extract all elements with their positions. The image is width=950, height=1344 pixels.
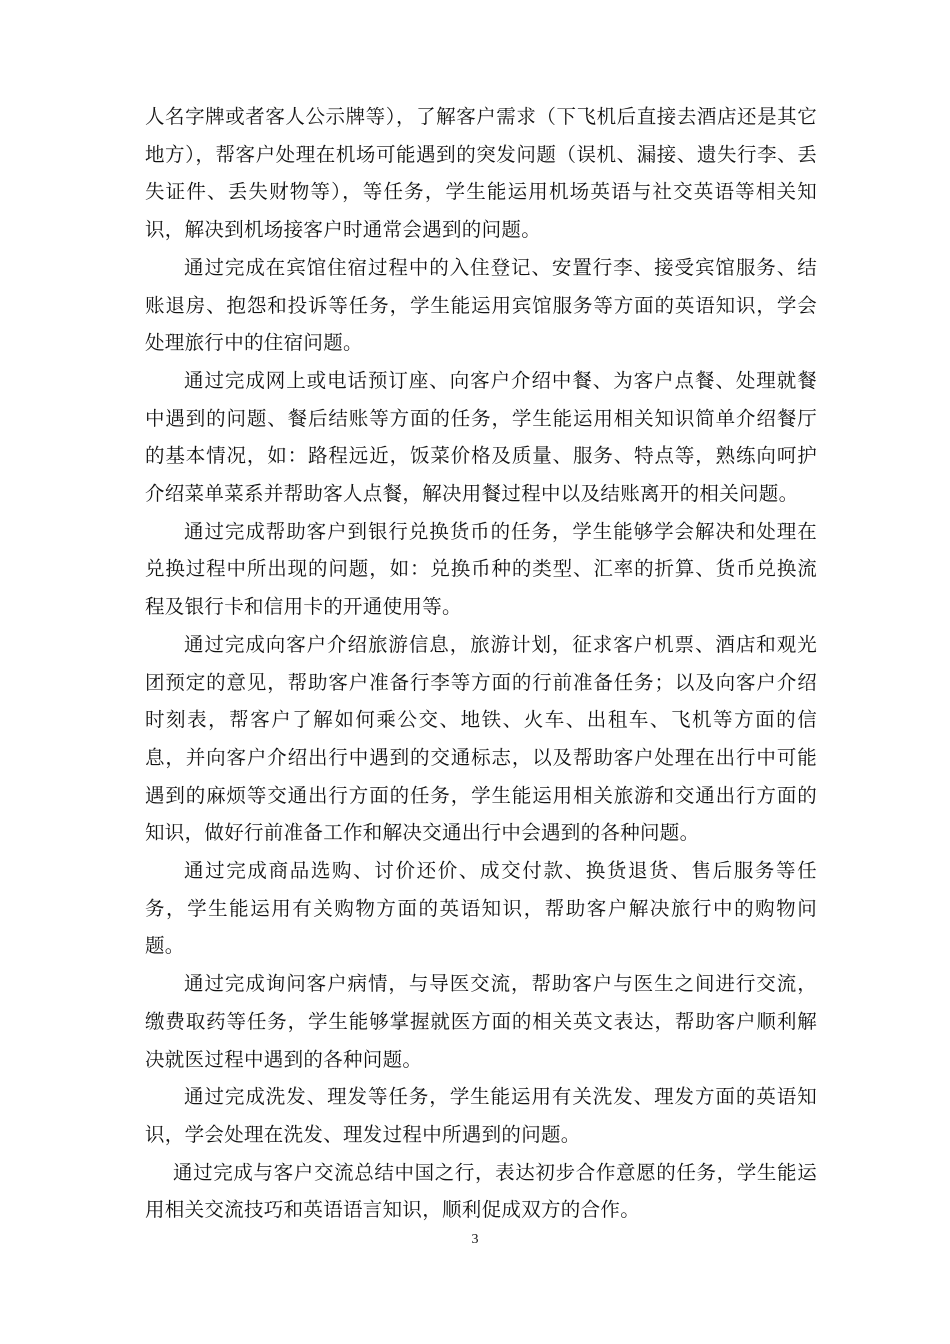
paragraph-hotel: 通过完成在宾馆住宿过程中的入住登记、安置行李、接受宾馆服务、结账退房、抱怨和投诉等任务，学生能运用宾馆服务等方面的英语知识，学会处理旅行中的住宿问题。 <box>145 255 817 355</box>
paragraph-haircut: 通过完成洗发、理发等任务，学生能运用有关洗发、理发方面的英语知识，学会处理在洗发、理发过程中所遇到的问题。 <box>145 1085 817 1146</box>
paragraph-cooperation: 通过完成与客户交流总结中国之行，表达初步合作意愿的任务，学生能运用相关交流技巧和英语语言知识，顺利促成双方的合作。 <box>145 1160 817 1222</box>
page-number: 3 <box>471 1232 479 1247</box>
paragraph-travel: 通过完成向客户介绍旅游信息，旅游计划，征求客户机票、酒店和观光团预定的意见，帮助客户准备行李等方面的行前准备任务；以及向客户介绍时刻表，帮客户了解如何乘公交、地铁、火车、出租车、飞机等方面的信息，并向客户介绍出行中遇到的交通标志，以及帮助客户处理在出行中可能遇到的麻烦等交通出行方面的任务，学生能运用相关旅游和交通出行方面的知识，做好行前准备工作和解决交通出行中会遇到的各种问题。 <box>145 632 817 845</box>
paragraph-dining: 通过完成网上或电话预订座、向客户介绍中餐、为客户点餐、处理就餐中遇到的问题、餐后结账等方面的任务，学生能运用相关知识简单介绍餐厅的基本情况，如：路程远近，饭菜价格及质量、服务、特点等，熟练向呵护介绍菜单菜系并帮助客人点餐，解决用餐过程中以及结账离开的相关问题。 <box>145 368 817 506</box>
paragraph-airport-continued: 人名字牌或者客人公示牌等），了解客户需求（下飞机后直接去酒店还是其它地方），帮客户处理在机场可能遇到的突发问题（误机、漏接、遗失行李、丢失证件、丢失财物等），等任务，学生能运用机场英语与社交英语等相关知识，解决到机场接客户时通常会遇到的问题。 <box>145 105 817 242</box>
body-text <box>145 98 817 1229</box>
paragraph-medical: 通过完成询问客户病情，与导医交流，帮助客户与医生之间进行交流，缴费取药等任务，学生能够掌握就医方面的相关英文表达，帮助客户顺利解决就医过程中遇到的各种问题。 <box>145 972 817 1071</box>
paragraph-currency-exchange: 通过完成帮助客户到银行兑换货币的任务，学生能够学会解决和处理在兑换过程中所出现的问题，如：兑换币种的类型、汇率的折算、货币兑换流程及银行卡和信用卡的开通使用等。 <box>145 519 817 619</box>
paragraph-shopping: 通过完成商品选购、讨价还价、成交付款、换货退货、售后服务等任务，学生能运用有关购物方面的英语知识，帮助客户解决旅行中的购物问题。 <box>145 859 817 958</box>
